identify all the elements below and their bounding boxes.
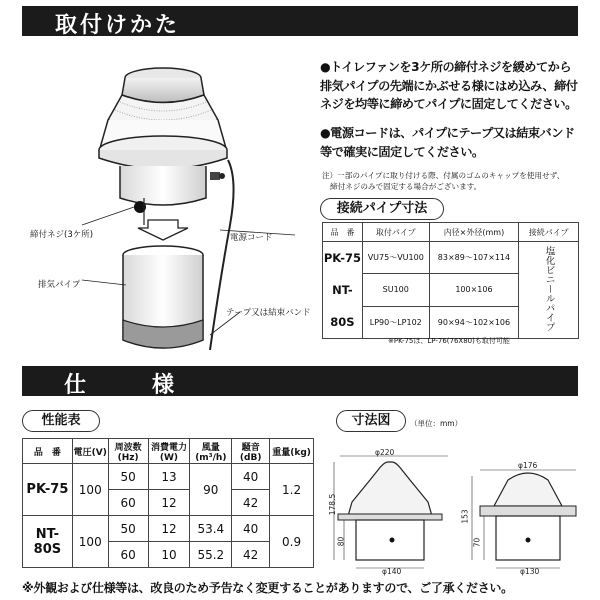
perf-header-airflow: 風量(m³/h)	[190, 439, 232, 464]
install-header-bar	[22, 6, 578, 36]
label-pipe: 排気パイプ	[38, 280, 81, 290]
spec-title-left: 仕	[64, 373, 87, 398]
dim-left-bottom: φ140	[382, 567, 402, 576]
dims-unit: （単位：mm）	[410, 419, 463, 428]
perf-noise-nt80s-50: 40	[232, 516, 270, 542]
perf-header-weight: 重量(kg)	[270, 439, 314, 464]
pipe-table-title: 接続パイプ寸法	[320, 198, 444, 220]
pipe-material-text: 塩化ビニールパイプ	[543, 246, 555, 332]
pipe-material	[519, 242, 579, 339]
table-row	[23, 464, 314, 490]
spec-title-right: 様	[152, 373, 175, 398]
perf-power-pk75-60: 12	[148, 490, 190, 516]
perf-hz-pk75-50: 50	[108, 464, 148, 490]
perf-table-title: 性能表	[22, 410, 100, 432]
spec-header-bar	[22, 366, 578, 396]
dim-right-bottom: φ130	[520, 567, 540, 576]
dim-left-height: 178.5	[328, 493, 338, 516]
perf-hz-nt80s-50: 50	[108, 516, 148, 542]
perf-noise-pk75-60: 42	[232, 490, 270, 516]
perf-header-model: 品 番	[23, 439, 73, 464]
pipe-row-3-size: 90×94～102×106	[429, 306, 519, 338]
perf-model-nt80s: NT-80S	[23, 516, 73, 568]
pipe-row-2-pipe: SU100	[362, 274, 429, 306]
pipe-row-2-size: 100×106	[429, 274, 519, 306]
pk75-dimension-drawing	[334, 456, 448, 568]
dim-right-height: 153	[460, 509, 470, 524]
pipe-product-nt80s: NT-80S	[330, 283, 355, 329]
pipe-row-3-pipe: LP90～LP102	[362, 306, 429, 338]
footnote: ※外観および仕様等は、改良のため予告なく変更することがありますので、ご了承ください。	[22, 581, 513, 595]
dim-right-top: φ176	[518, 461, 538, 470]
pipe-header-model: 品 番	[323, 223, 363, 242]
label-screws: 締付ネジ(3ケ所)	[30, 230, 94, 240]
pipe-table-note: ※PK-75は、LP-76(76X80)も取付可能	[388, 337, 510, 345]
pipe-row-1-size: 83×89～107×114	[429, 242, 519, 274]
install-note-2: ●電源コードは、パイプにテープ又は結束バンド等で確実に固定してください。	[320, 126, 575, 159]
perf-noise-pk75-50: 40	[232, 464, 270, 490]
dim-left-top: φ220	[375, 448, 395, 457]
perf-table	[22, 438, 314, 568]
perf-header-voltage: 電圧(V)	[72, 439, 108, 464]
label-cord: 電源コード	[230, 233, 273, 243]
perf-power-nt80s-60: 10	[148, 542, 190, 568]
perf-hz-nt80s-60: 60	[108, 542, 148, 568]
table-row	[23, 516, 314, 542]
dims-title: 寸法図	[336, 410, 406, 432]
perf-voltage-nt80s: 100	[72, 516, 108, 568]
perf-voltage-pk75: 100	[72, 464, 108, 516]
perf-model-pk75: PK-75	[23, 464, 73, 516]
perf-weight-nt80s: 0.9	[270, 516, 314, 568]
pipe-row-1-pipe: VU75～VU100	[362, 242, 429, 274]
perf-header-noise: 騒音(dB)	[232, 439, 270, 464]
perf-airflow-nt80s-50: 53.4	[190, 516, 232, 542]
perf-header-power: 消費電力(W)	[148, 439, 190, 464]
pipe-header-size: 内径×外径(mm)	[429, 223, 519, 242]
pipe-product-pk75: PK-75	[323, 251, 361, 265]
pipe-products	[323, 242, 363, 339]
perf-hz-pk75-60: 60	[108, 490, 148, 516]
perf-airflow-pk75: 90	[190, 464, 232, 516]
dimension-drawings	[330, 440, 580, 580]
perf-power-pk75-50: 13	[148, 464, 190, 490]
perf-airflow-nt80s-60: 55.2	[190, 542, 232, 568]
install-small-note-2: 締付ネジのみで固定する場合がございます。	[330, 182, 482, 191]
dim-right-side: 70	[472, 537, 482, 548]
pipe-header-pipe: 取付パイプ	[362, 223, 429, 242]
perf-header-hz: 周波数(Hz)	[108, 439, 148, 464]
perf-noise-nt80s-60: 42	[232, 542, 270, 568]
nt80s-dimension-drawing	[472, 470, 576, 568]
perf-power-nt80s-50: 12	[148, 516, 190, 542]
pipe-header-connect: 接続パイプ	[519, 223, 579, 242]
label-tape: テープ又は結束バンド	[226, 308, 311, 318]
install-small-note-1: 注）一部のパイプに取り付ける際、付属のゴムのキャップを使用せず、	[322, 171, 565, 180]
perf-weight-pk75: 1.2	[270, 464, 314, 516]
install-note-1: ●トイレファンを3ケ所の締付ネジを緩めてから排気パイプの先端にかぶせる様にはめ込み、締付ネジを均等に締めてパイプに固定してください。	[320, 60, 578, 111]
dim-left-side: 80	[336, 536, 346, 547]
install-title: 取付けかた	[55, 13, 181, 38]
pipe-table	[322, 222, 579, 339]
